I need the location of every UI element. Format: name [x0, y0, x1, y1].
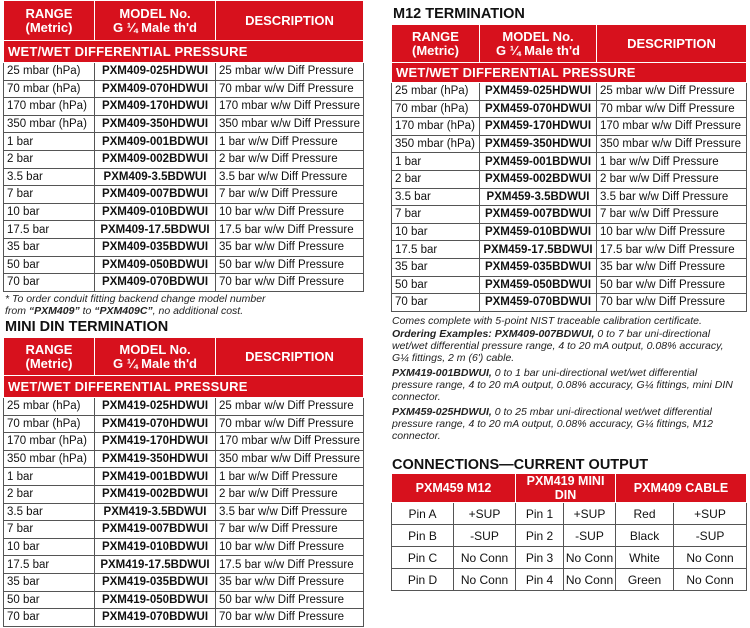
model-cell: PXM419-002BDWUI [95, 485, 216, 503]
model-cell: PXM409-3.5BDWUI [95, 168, 216, 186]
model-cell: PXM459-035BDWUI [480, 258, 597, 276]
table-row [4, 468, 364, 486]
range-cell: 25 mbar (hPa) [4, 63, 95, 81]
description-cell: 50 bar w/w Diff Pressure [216, 591, 364, 609]
description-cell: 70 bar w/w Diff Pressure [216, 274, 364, 292]
connection-row [392, 547, 747, 569]
model-cell: PXM459-010BDWUI [480, 223, 597, 241]
table-header-row [392, 25, 747, 63]
description-cell: 350 mbar w/w Diff Pressure [597, 135, 747, 153]
range-cell: 3.5 bar [4, 503, 95, 521]
description-cell: 10 bar w/w Diff Pressure [216, 538, 364, 556]
description-cell: 35 bar w/w Diff Pressure [597, 258, 747, 276]
table-row [392, 206, 747, 224]
model-cell: PXM459-007BDWUI [480, 206, 597, 224]
connection-cell: No Conn [564, 547, 616, 569]
description-cell: 1 bar w/w Diff Pressure [597, 153, 747, 171]
range-cell: 1 bar [392, 153, 480, 171]
table-pxm459 [391, 24, 747, 312]
table-row [4, 591, 364, 609]
range-cell: 3.5 bar [392, 188, 480, 206]
description-cell: 2 bar w/w Diff Pressure [597, 170, 747, 188]
range-cell: 70 mbar (hPa) [4, 415, 95, 433]
table-row [392, 118, 747, 136]
range-cell: 350 mbar (hPa) [392, 135, 480, 153]
connection-cell: Pin D [392, 569, 454, 591]
table-row [4, 98, 364, 116]
table-row [4, 573, 364, 591]
model-cell: PXM459-070BDWUI [480, 294, 597, 312]
section-label: WET/WET DIFFERENTIAL PRESSURE [392, 63, 747, 83]
model-cell: PXM419-3.5BDWUI [95, 503, 216, 521]
description-cell: 25 mbar w/w Diff Pressure [216, 63, 364, 81]
description-header: DESCRIPTION [216, 338, 364, 376]
range-cell: 170 mbar (hPa) [4, 98, 95, 116]
range-cell: 17.5 bar [4, 556, 95, 574]
pxm419-mini-din-header: PXM419 MINI DIN [516, 474, 616, 503]
range-cell: 50 bar [392, 276, 480, 294]
model-cell: PXM409-170HDWUI [95, 98, 216, 116]
range-header: RANGE (Metric) [4, 338, 95, 376]
table-row [4, 203, 364, 221]
table-row [4, 538, 364, 556]
description-cell: 1 bar w/w Diff Pressure [216, 133, 364, 151]
model-cell: PXM459-025HDWUI [480, 83, 597, 101]
connection-cell: No Conn [674, 547, 747, 569]
model-cell: PXM419-035BDWUI [95, 573, 216, 591]
range-cell: 7 bar [392, 206, 480, 224]
table-header-row [4, 338, 364, 376]
table-row [4, 485, 364, 503]
table-row [4, 168, 364, 186]
model-header: MODEL No. G ¼ Male th'd [95, 1, 216, 41]
table-row [392, 188, 747, 206]
pxm409-cable-header: PXM409 CABLE [616, 474, 747, 503]
table-row [392, 83, 747, 101]
description-cell: 70 bar w/w Diff Pressure [216, 609, 364, 627]
range-cell: 35 bar [4, 238, 95, 256]
description-cell: 35 bar w/w Diff Pressure [216, 238, 364, 256]
description-cell: 17.5 bar w/w Diff Pressure [597, 241, 747, 259]
model-cell: PXM409-025HDWUI [95, 63, 216, 81]
connection-cell: +SUP [674, 503, 747, 525]
table-row [4, 503, 364, 521]
connection-cell: Pin 4 [516, 569, 564, 591]
model-cell: PXM459-17.5BDWUI [480, 241, 597, 259]
range-cell: 2 bar [392, 170, 480, 188]
connection-cell: -SUP [564, 525, 616, 547]
model-cell: PXM409-070BDWUI [95, 274, 216, 292]
connections-title: CONNECTIONS—CURRENT OUTPUT [392, 457, 649, 473]
description-cell: 25 mbar w/w Diff Pressure [597, 83, 747, 101]
table-row [392, 276, 747, 294]
description-cell: 170 mbar w/w Diff Pressure [216, 433, 364, 451]
connections-table [391, 473, 747, 591]
connection-cell: No Conn [454, 547, 516, 569]
ordering-example-1: Ordering Examples: PXM409-007BDWUI, 0 to 7 bar uni-directional wet/wet differential pressure range, 4 to 20 mA output, 0.08% accuracy, G¼ fittings, 2 m (6') cable. [392, 328, 724, 364]
table-header-row [4, 1, 364, 41]
calibration-note: Comes complete with 5-point NIST traceable calibration certificate. [392, 315, 702, 327]
description-cell: 170 mbar w/w Diff Pressure [216, 98, 364, 116]
table-row [392, 223, 747, 241]
connection-cell: Red [616, 503, 674, 525]
connection-cell: -SUP [454, 525, 516, 547]
range-cell: 170 mbar (hPa) [4, 433, 95, 451]
table-row [392, 135, 747, 153]
description-cell: 170 mbar w/w Diff Pressure [597, 118, 747, 136]
model-cell: PXM459-170HDWUI [480, 118, 597, 136]
table-row [4, 186, 364, 204]
table-row [4, 115, 364, 133]
mini-din-title: MINI DIN TERMINATION [5, 319, 169, 335]
table-row [4, 433, 364, 451]
range-cell: 1 bar [4, 133, 95, 151]
connection-cell: Pin 1 [516, 503, 564, 525]
table-row [392, 100, 747, 118]
table-row [4, 221, 364, 239]
model-cell: PXM409-035BDWUI [95, 238, 216, 256]
model-cell: PXM459-002BDWUI [480, 170, 597, 188]
table-row [392, 170, 747, 188]
model-cell: PXM409-17.5BDWUI [95, 221, 216, 239]
model-cell: PXM419-17.5BDWUI [95, 556, 216, 574]
description-cell: 2 bar w/w Diff Pressure [216, 485, 364, 503]
model-cell: PXM419-010BDWUI [95, 538, 216, 556]
description-cell: 17.5 bar w/w Diff Pressure [216, 221, 364, 239]
range-cell: 35 bar [392, 258, 480, 276]
range-cell: 70 bar [392, 294, 480, 312]
range-cell: 25 mbar (hPa) [4, 398, 95, 416]
connection-cell: White [616, 547, 674, 569]
description-cell: 3.5 bar w/w Diff Pressure [216, 503, 364, 521]
range-cell: 10 bar [392, 223, 480, 241]
model-cell: PXM419-350HDWUI [95, 450, 216, 468]
description-cell: 70 mbar w/w Diff Pressure [216, 80, 364, 98]
range-cell: 2 bar [4, 150, 95, 168]
ordering-example-3: PXM459-025HDWUI, 0 to 25 mbar uni-directional wet/wet differential pressure range, 4 to 20 mA output, 0.08% accuracy, G¼ fittings, M12 connector. [392, 406, 713, 442]
description-cell: 7 bar w/w Diff Pressure [216, 521, 364, 539]
range-cell: 70 mbar (hPa) [4, 80, 95, 98]
description-cell: 35 bar w/w Diff Pressure [216, 573, 364, 591]
range-cell: 10 bar [4, 203, 95, 221]
connection-cell: -SUP [674, 525, 747, 547]
range-cell: 50 bar [4, 256, 95, 274]
connection-cell: No Conn [454, 569, 516, 591]
range-cell: 25 mbar (hPa) [392, 83, 480, 101]
range-cell: 70 bar [4, 274, 95, 292]
range-cell: 3.5 bar [4, 168, 95, 186]
model-cell: PXM409-350HDWUI [95, 115, 216, 133]
model-cell: PXM409-070HDWUI [95, 80, 216, 98]
table-pxm409 [3, 0, 364, 292]
description-cell: 3.5 bar w/w Diff Pressure [597, 188, 747, 206]
description-cell: 70 bar w/w Diff Pressure [597, 294, 747, 312]
table-row [4, 63, 364, 81]
description-cell: 10 bar w/w Diff Pressure [597, 223, 747, 241]
table-row [4, 256, 364, 274]
range-cell: 17.5 bar [392, 241, 480, 259]
table-row [4, 415, 364, 433]
description-cell: 70 mbar w/w Diff Pressure [597, 100, 747, 118]
range-cell: 1 bar [4, 468, 95, 486]
model-cell: PXM419-025HDWUI [95, 398, 216, 416]
ordering-examples [392, 328, 737, 442]
table-row [4, 133, 364, 151]
model-cell: PXM419-001BDWUI [95, 468, 216, 486]
connection-cell: Pin A [392, 503, 454, 525]
model-cell: PXM419-070HDWUI [95, 415, 216, 433]
description-cell: 50 bar w/w Diff Pressure [597, 276, 747, 294]
conduit-footnote: * To order conduit fitting backend change model number from “PXM409” to “PXM409C”, no additional cost. [5, 293, 266, 317]
range-header: RANGE (Metric) [4, 1, 95, 41]
m12-title: M12 TERMINATION [393, 6, 525, 22]
model-cell: PXM409-050BDWUI [95, 256, 216, 274]
connection-cell: Black [616, 525, 674, 547]
connection-row [392, 525, 747, 547]
range-cell: 350 mbar (hPa) [4, 115, 95, 133]
range-cell: 2 bar [4, 485, 95, 503]
table-row [392, 294, 747, 312]
range-cell: 17.5 bar [4, 221, 95, 239]
description-cell: 50 bar w/w Diff Pressure [216, 256, 364, 274]
connection-cell: No Conn [564, 569, 616, 591]
section-label: WET/WET DIFFERENTIAL PRESSURE [4, 376, 364, 398]
model-cell: PXM459-070HDWUI [480, 100, 597, 118]
range-cell: 50 bar [4, 591, 95, 609]
table-pxm419 [3, 337, 364, 627]
description-header: DESCRIPTION [597, 25, 747, 63]
description-cell: 350 mbar w/w Diff Pressure [216, 115, 364, 133]
description-cell: 10 bar w/w Diff Pressure [216, 203, 364, 221]
connection-cell: Pin B [392, 525, 454, 547]
description-cell: 70 mbar w/w Diff Pressure [216, 415, 364, 433]
description-cell: 3.5 bar w/w Diff Pressure [216, 168, 364, 186]
table-row [392, 153, 747, 171]
table-row [4, 450, 364, 468]
range-cell: 7 bar [4, 521, 95, 539]
connections-header-row [392, 474, 747, 503]
range-cell: 10 bar [4, 538, 95, 556]
model-cell: PXM409-007BDWUI [95, 186, 216, 204]
description-cell: 25 mbar w/w Diff Pressure [216, 398, 364, 416]
table-row [4, 521, 364, 539]
model-cell: PXM419-007BDWUI [95, 521, 216, 539]
connection-row [392, 569, 747, 591]
connection-cell: Green [616, 569, 674, 591]
connection-cell: Pin 3 [516, 547, 564, 569]
section-label: WET/WET DIFFERENTIAL PRESSURE [4, 41, 364, 63]
connection-cell: Pin C [392, 547, 454, 569]
ordering-example-2: PXM419-001BDWUI, 0 to 1 bar uni-directional wet/wet differential pressure range, 4 to 20 mA output, 0.08% accuracy, G¼ fittings, mini DIN connector. [392, 367, 733, 403]
table-row [4, 398, 364, 416]
model-cell: PXM459-350HDWUI [480, 135, 597, 153]
description-cell: 17.5 bar w/w Diff Pressure [216, 556, 364, 574]
connection-cell: +SUP [454, 503, 516, 525]
range-cell: 170 mbar (hPa) [392, 118, 480, 136]
range-header: RANGE (Metric) [392, 25, 480, 63]
connection-cell: No Conn [674, 569, 747, 591]
description-cell: 350 mbar w/w Diff Pressure [216, 450, 364, 468]
range-cell: 350 mbar (hPa) [4, 450, 95, 468]
table-row [4, 80, 364, 98]
table-row [392, 241, 747, 259]
model-cell: PXM419-070BDWUI [95, 609, 216, 627]
pxm459-m12-header: PXM459 M12 [392, 474, 516, 503]
connection-cell: +SUP [564, 503, 616, 525]
table-row [4, 238, 364, 256]
model-cell: PXM409-001BDWUI [95, 133, 216, 151]
model-cell: PXM419-050BDWUI [95, 591, 216, 609]
description-cell: 1 bar w/w Diff Pressure [216, 468, 364, 486]
table-row [4, 609, 364, 627]
model-cell: PXM459-001BDWUI [480, 153, 597, 171]
description-cell: 2 bar w/w Diff Pressure [216, 150, 364, 168]
range-cell: 7 bar [4, 186, 95, 204]
range-cell: 35 bar [4, 573, 95, 591]
model-cell: PXM419-170HDWUI [95, 433, 216, 451]
model-cell: PXM409-002BDWUI [95, 150, 216, 168]
connection-row [392, 503, 747, 525]
model-cell: PXM459-050BDWUI [480, 276, 597, 294]
model-header: MODEL No. G ¼ Male th'd [95, 338, 216, 376]
table-row [4, 150, 364, 168]
table-row [4, 556, 364, 574]
table-row [392, 258, 747, 276]
connection-cell: Pin 2 [516, 525, 564, 547]
table-row [4, 274, 364, 292]
description-header: DESCRIPTION [216, 1, 364, 41]
range-cell: 70 bar [4, 609, 95, 627]
description-cell: 7 bar w/w Diff Pressure [597, 206, 747, 224]
model-header: MODEL No. G ¼ Male th'd [480, 25, 597, 63]
model-cell: PXM409-010BDWUI [95, 203, 216, 221]
description-cell: 7 bar w/w Diff Pressure [216, 186, 364, 204]
range-cell: 70 mbar (hPa) [392, 100, 480, 118]
model-cell: PXM459-3.5BDWUI [480, 188, 597, 206]
